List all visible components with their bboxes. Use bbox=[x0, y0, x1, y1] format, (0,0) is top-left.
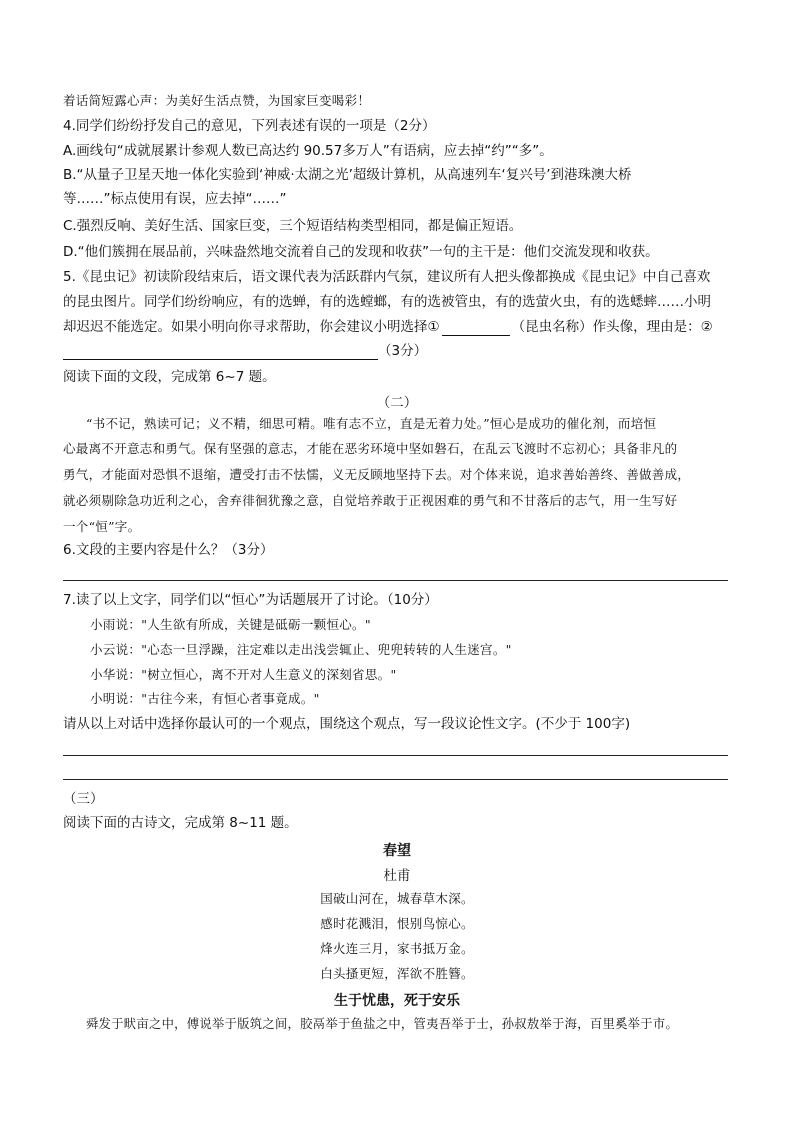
q7-view-2: 小云说："心态一旦浮躁，注定难以走出浅尝辄止、兜兜转转的人生迷宫。" bbox=[90, 642, 512, 657]
q7-answer-line-1[interactable] bbox=[63, 755, 728, 756]
poem-line-1: 国破山河在，城春草木深。 bbox=[320, 891, 474, 906]
intro-heading-line: 着话简短露心声：为美好生活点赞，为国家巨变喝彩！ bbox=[63, 93, 371, 108]
q4-stem: 4.同学们纷纷抒发自己的意见，下列表述有误的一项是（2分） bbox=[63, 118, 436, 134]
passage2-line5: 一个“恒”字。 bbox=[63, 519, 141, 534]
poem-title: 春望 bbox=[383, 843, 411, 859]
q5-line3 bbox=[63, 318, 713, 336]
q5-line3-text-b: （昆虫名称）作头像，理由是：② bbox=[511, 319, 713, 335]
passage2-line3: 勇气，才能面对恐惧不退缩，遭受打击不怯懦，义无反顾地坚持下去。对个体来说，追求善始善终、善做善成， bbox=[63, 467, 691, 482]
q7-instruction: 请从以上对话中选择你最认可的一个观点，围绕这个观点，写一段议论性文字。(不少于 100字) bbox=[63, 716, 631, 732]
q7-stem: 7.读了以上文字，同学们以“恒心”为话题展开了讨论。（10分） bbox=[63, 592, 438, 608]
passage2-line4: 就必须剔除急功近利之心，舍弃徘徊犹豫之意，自觉培养敢于正视困难的勇气和不甘落后的志气，用一生写好 bbox=[63, 493, 678, 508]
q4-option-a: A.画线句“成就展累计参观人数已高达约 90.57多万人”有语病，应去掉“约”“多”。 bbox=[63, 143, 553, 159]
q5-line2: 的昆虫图片。同学们纷纷响应，有的选蝉，有的选螳螂，有的选被管虫，有的选萤火虫，有的选蟋蟀……小明 bbox=[63, 294, 711, 310]
section2-title: （二） bbox=[376, 395, 418, 411]
q7-view-1: 小雨说："人生欲有所成，关键是砥砺一颗恒心。" bbox=[90, 617, 371, 632]
q6-answer-line[interactable] bbox=[63, 580, 728, 581]
section3-title: （三） bbox=[63, 791, 104, 807]
q7-answer-line-2[interactable] bbox=[63, 779, 728, 780]
q4-option-c: C.强烈反响、美好生活、国家巨变，三个短语结构类型相同，都是偏正短语。 bbox=[63, 218, 523, 234]
q4-option-b-line1: B.“从量子卫星天地一体化实验到‘神威·太湖之光’超级计算机，从高速列车‘复兴号’到港珠澳大桥 bbox=[63, 167, 632, 183]
q7-view-4: 小明说："古往今来，有恒心者事竟成。" bbox=[90, 691, 320, 706]
passage2-line2: 心最离不开意志和勇气。保有坚强的意志，才能在恶劣环境中坚如磐石，在乱云飞渡时不忘初心；具备非凡的 bbox=[63, 441, 678, 456]
q5-score: （3分） bbox=[378, 343, 428, 359]
q5-answer-blank-2[interactable] bbox=[63, 345, 378, 360]
q6-stem: 6.文段的主要内容是什么？（3分） bbox=[63, 542, 274, 558]
q5-line1: 5.《昆虫记》初读阶段结束后，语文课代表为活跃群内气氛，建议所有人把头像都换成《昆虫记》中自己喜欢 bbox=[63, 269, 711, 285]
essay-line-1: 舜发于畎亩之中，傅说举于版筑之间，胶鬲举于鱼盐之中，管夷吾举于士，孙叔敖举于海，百里奚举于市。 bbox=[86, 1017, 679, 1031]
poem-line-2: 感时花溅泪，恨别鸟惊心。 bbox=[320, 916, 474, 931]
poem-line-4: 白头搔更短，浑欲不胜簪。 bbox=[320, 966, 474, 981]
q5-line4 bbox=[63, 342, 427, 360]
q5-line3-text-a: 却迟迟不能选定。如果小明向你寻求帮助，你会建议小明选择① bbox=[63, 319, 440, 335]
section2-intro: 阅读下面的文段，完成第 6~7 题。 bbox=[63, 369, 276, 385]
section3-intro: 阅读下面的古诗文，完成第 8~11 题。 bbox=[63, 815, 298, 831]
q4-option-d: D.“他们簇拥在展品前，兴味盎然地交流着自己的发现和收获”一句的主干是：他们交流发现和收获。 bbox=[63, 244, 659, 260]
q4-option-b-line2: 等……”标点使用有误，应去掉“……” bbox=[63, 191, 287, 207]
q5-answer-blank-1[interactable] bbox=[442, 321, 510, 336]
q7-view-3: 小华说："树立恒心，离不开对人生意义的深刻省思。" bbox=[90, 667, 397, 682]
essay-title: 生于忧患，死于安乐 bbox=[334, 993, 460, 1009]
poem-line-3: 烽火连三月，家书抵万金。 bbox=[320, 941, 474, 956]
passage2-line1: “书不记，熟读可记；义不精，细思可精。唯有志不立，直是无着力处。”恒心是成功的催化剂，而培恒 bbox=[86, 416, 657, 431]
poem-author: 杜甫 bbox=[383, 868, 411, 884]
